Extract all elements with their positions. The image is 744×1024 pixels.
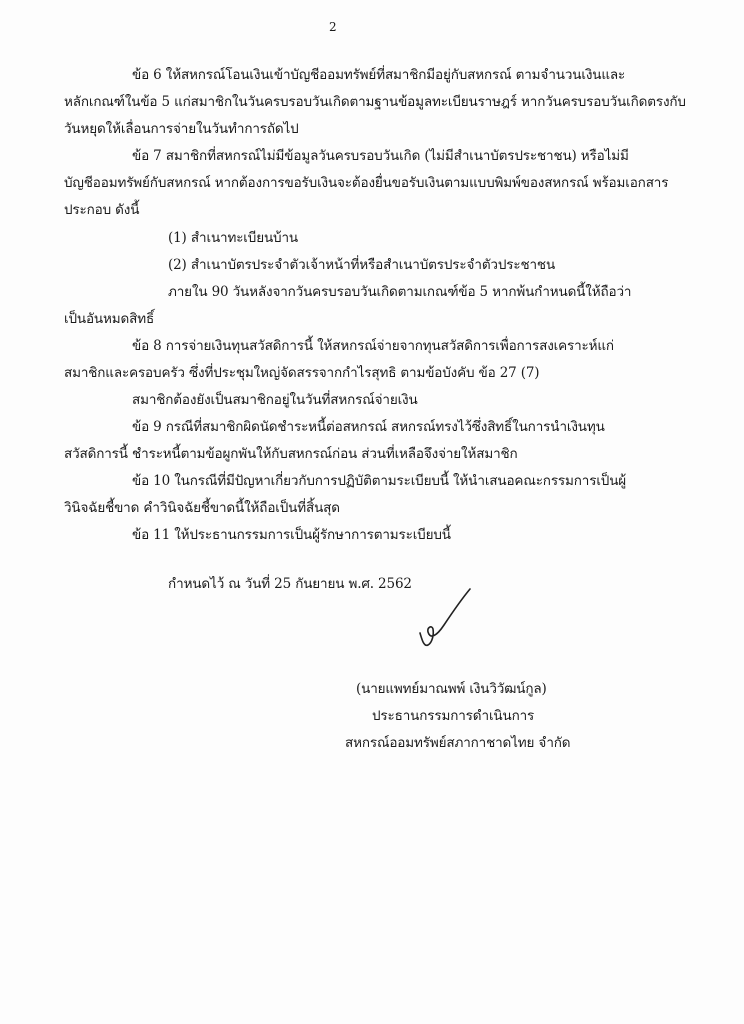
clause7-line2: บัญชีออมทรัพย์กับสหกรณ์ หากต้องการขอรับเงินจะต้องยื่นขอรับเงินตามแบบพิมพ์ของสหกรณ์ พร้อมเอกสาร [64,175,669,191]
clause7-item1: (1) สำเนาทะเบียนบ้าน [168,230,298,246]
signer-organization: สหกรณ์ออมทรัพย์สภากาชาดไทย จำกัด [345,735,571,751]
clause8-line1: ข้อ 8 การจ่ายเงินทุนสวัสดิการนี้ ให้สหกรณ์จ่ายจากทุนสวัสดิการเพื่อการสงเคราะห์แก่ [132,338,614,354]
date-line: กำหนดไว้ ณ วันที่ 25 กันยายน พ.ศ. 2562 [168,576,412,592]
clause6-line1: ข้อ 6 ให้สหกรณ์โอนเงินเข้าบัญชีออมทรัพย์ที่สมาชิกมีอยู่กับสหกรณ์ ตามจำนวนเงินและ [132,67,626,83]
clause7-item2: (2) สำเนาบัตรประจำตัวเจ้าหน้าที่หรือสำเนาบัตรประจำตัวประชาชน [168,257,556,273]
clause7-line1: ข้อ 7 สมาชิกที่สหกรณ์ไม่มีข้อมูลวันครบรอบวันเกิด (ไม่มีสำเนาบัตรประชาชน) หรือไม่มี [132,148,629,164]
clause7-line3: ประกอบ ดังนี้ [64,202,140,218]
clause7-line4: ภายใน 90 วันหลังจากวันครบรอบวันเกิดตามเกณฑ์ข้อ 5 หากพ้นกำหนดนี้ให้ถือว่า [168,284,632,300]
clause7-line5: เป็นอันหมดสิทธิ์ [64,311,155,327]
signature-icon [400,585,490,655]
clause8-line2: สมาชิกและครอบครัว ซึ่งที่ประชุมใหญ่จัดสรรจากกำไรสุทธิ ตามข้อบังคับ ข้อ 27 (7) [64,365,540,381]
clause10-line1: ข้อ 10 ในกรณีที่มีปัญหาเกี่ยวกับการปฏิบัติตามระเบียบนี้ ให้นำเสนอคณะกรรมการเป็นผู้ [132,473,627,489]
clause8-line3: สมาชิกต้องยังเป็นสมาชิกอยู่ในวันที่สหกรณ์จ่ายเงิน [132,392,418,408]
signer-position: ประธานกรรมการดำเนินการ [372,708,535,724]
page-number: 2 [329,20,337,34]
clause9-line2: สวัสดิการนี้ ชำระหนี้ตามข้อผูกพันให้กับสหกรณ์ก่อน ส่วนที่เหลือจึงจ่ายให้สมาชิก [64,446,518,462]
clause10-line2: วินิจฉัยชี้ขาด คำวินิจฉัยชี้ขาดนี้ให้ถือเป็นที่สิ้นสุด [64,500,340,516]
signer-name: (นายแพทย์มาณพพ์ เงินวิวัฒน์กูล) [356,681,547,697]
clause6-line2: หลักเกณฑ์ในข้อ 5 แก่สมาชิกในวันครบรอบวันเกิดตามฐานข้อมูลทะเบียนราษฎร์ หากวันครบรอบวันเกิดตรงกับ [64,94,686,110]
clause9-line1: ข้อ 9 กรณีที่สมาชิกผิดนัดชำระหนี้ต่อสหกรณ์ สหกรณ์ทรงไว้ซึ่งสิทธิ์ในการนำเงินทุน [132,419,605,435]
clause11-line1: ข้อ 11 ให้ประธานกรรมการเป็นผู้รักษาการตามระเบียบนี้ [132,527,451,543]
clause6-line3: วันหยุดให้เลื่อนการจ่ายในวันทำการถัดไป [64,121,299,137]
